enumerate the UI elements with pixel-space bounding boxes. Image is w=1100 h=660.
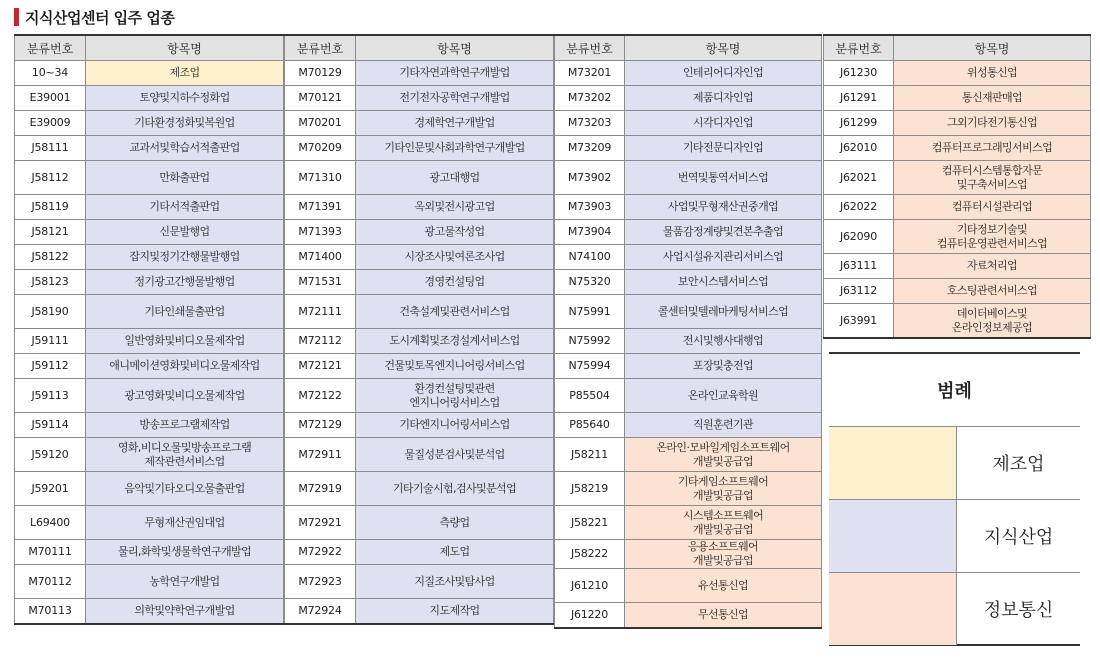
table-row xyxy=(285,61,554,86)
industry-code: M72122 xyxy=(285,379,356,413)
table-row xyxy=(285,329,554,354)
industry-name: 의학및약학연구개발업 xyxy=(86,599,284,625)
table-row xyxy=(15,472,284,506)
table-row xyxy=(285,295,554,329)
industry-code: P85640 xyxy=(555,413,625,438)
table-row xyxy=(15,86,284,111)
industry-name: 음악및기타오디오물출판업 xyxy=(86,472,284,506)
industry-name: 기타정보기술및 컴퓨터운영관련서비스업 xyxy=(894,220,1091,254)
industry-code: J59111 xyxy=(15,329,86,354)
column-header-name: 항목명 xyxy=(894,35,1091,61)
industry-code: N75320 xyxy=(555,270,625,295)
industry-name: 컴퓨터시설관리업 xyxy=(894,195,1091,220)
industry-code: N75992 xyxy=(555,329,625,354)
industry-name: 교과서및학습서적출판업 xyxy=(86,136,284,161)
legend-label-info: 정보통신 xyxy=(983,600,1054,621)
industry-code: M70209 xyxy=(285,136,356,161)
table-row xyxy=(555,354,822,379)
industry-code: M70113 xyxy=(15,599,86,625)
table-row xyxy=(15,61,284,86)
industry-name: 무형재산권임대업 xyxy=(86,506,284,540)
table-row xyxy=(15,506,284,540)
industry-name: 지질조사및탐사업 xyxy=(356,565,554,599)
table-row xyxy=(555,295,822,329)
table-row xyxy=(555,220,822,245)
industry-name: 온라인교육학원 xyxy=(625,379,822,413)
industry-name: 정기광고간행물발행업 xyxy=(86,270,284,295)
industry-code: M72112 xyxy=(285,329,356,354)
industry-name: 기타게임소프트웨어 개발및공급업 xyxy=(625,472,822,506)
table-row xyxy=(15,295,284,329)
industry-code: J58211 xyxy=(555,438,625,472)
industry-table-3 xyxy=(554,34,822,629)
industry-code: J61230 xyxy=(824,61,894,86)
table-row xyxy=(824,136,1091,161)
column-header-name: 항목명 xyxy=(356,35,554,61)
industry-name: 지도제작업 xyxy=(356,599,554,625)
industry-name: 그외기타전기통신업 xyxy=(894,111,1091,136)
industry-code: M72923 xyxy=(285,565,356,599)
industry-name: 기타자연과학연구개발업 xyxy=(356,61,554,86)
table-header-row xyxy=(15,35,284,61)
table-row xyxy=(15,354,284,379)
legend-swatch-knowledge xyxy=(829,500,957,572)
legend-item-knowledge xyxy=(829,500,1080,573)
industry-code: N75994 xyxy=(555,354,625,379)
industry-code: L69400 xyxy=(15,506,86,540)
industry-name: 환경컨설팅및관련 엔지니어링서비스업 xyxy=(356,379,554,413)
industry-table-2 xyxy=(284,34,554,625)
title-accent-bar xyxy=(14,8,19,26)
industry-name: 포장및충전업 xyxy=(625,354,822,379)
industry-code: M73903 xyxy=(555,195,625,220)
industry-name: 컴퓨터시스템통합자문 및구축서비스업 xyxy=(894,161,1091,195)
industry-code: J59120 xyxy=(15,438,86,472)
table-row xyxy=(15,136,284,161)
industry-name: 광고영화및비디오물제작업 xyxy=(86,379,284,413)
industry-name: 만화출판업 xyxy=(86,161,284,195)
industry-code: M73904 xyxy=(555,220,625,245)
table-row xyxy=(285,220,554,245)
industry-code: M72129 xyxy=(285,413,356,438)
industry-name: 컴퓨터프로그래밍서비스업 xyxy=(894,136,1091,161)
table-row xyxy=(285,136,554,161)
industry-code: J59112 xyxy=(15,354,86,379)
industry-code: J62090 xyxy=(824,220,894,254)
industry-name: 경영컨설팅업 xyxy=(356,270,554,295)
industry-code: J58119 xyxy=(15,195,86,220)
industry-name: 물질성분검사및분석업 xyxy=(356,438,554,472)
table-row xyxy=(15,245,284,270)
table-row xyxy=(555,111,822,136)
industry-name: 기타기술시험,검사및분석업 xyxy=(356,472,554,506)
industry-name: 위성통신업 xyxy=(894,61,1091,86)
industry-name: 응용소프트웨어 개발및공급업 xyxy=(625,540,822,569)
table-row xyxy=(555,472,822,506)
industry-code: J58221 xyxy=(555,506,625,540)
industry-table-4 xyxy=(823,34,1091,339)
table-row xyxy=(15,413,284,438)
table-row xyxy=(824,304,1091,339)
page-title-block xyxy=(14,6,174,28)
industry-code: J62010 xyxy=(824,136,894,161)
legend-swatch-manufacturing xyxy=(829,427,957,499)
table-row xyxy=(824,279,1091,304)
industry-name: 사업및무형재산권중개업 xyxy=(625,195,822,220)
industry-code: M72911 xyxy=(285,438,356,472)
industry-name: 건물및토목엔지니어링서비스업 xyxy=(356,354,554,379)
table-row xyxy=(285,86,554,111)
industry-code: M72921 xyxy=(285,506,356,540)
industry-code: M72924 xyxy=(285,599,356,625)
industry-table-1 xyxy=(14,34,284,625)
industry-code: J58111 xyxy=(15,136,86,161)
table-row xyxy=(285,540,554,565)
column-header-code: 분류번호 xyxy=(285,35,356,61)
industry-code: M71391 xyxy=(285,195,356,220)
industry-code: M72121 xyxy=(285,354,356,379)
industry-name: 토양및지하수정화업 xyxy=(86,86,284,111)
industry-name: 기타전문디자인업 xyxy=(625,136,822,161)
industry-code: M70111 xyxy=(15,540,86,565)
industry-name: 무선통신업 xyxy=(625,603,822,629)
table-row xyxy=(555,329,822,354)
table-row xyxy=(555,413,822,438)
table-header-row xyxy=(555,35,822,61)
industry-name: 유선통신업 xyxy=(625,569,822,603)
table-row xyxy=(285,161,554,195)
industry-code: M71531 xyxy=(285,270,356,295)
industry-name: 통신재판매업 xyxy=(894,86,1091,111)
industry-code: M72922 xyxy=(285,540,356,565)
table-row xyxy=(824,111,1091,136)
industry-code: J58219 xyxy=(555,472,625,506)
table-row xyxy=(15,220,284,245)
industry-name: 신문발행업 xyxy=(86,220,284,245)
industry-code: J63991 xyxy=(824,304,894,339)
industry-name: 광고물작성업 xyxy=(356,220,554,245)
table-row xyxy=(285,379,554,413)
table-row xyxy=(285,270,554,295)
industry-name: 물품감정계량및견본추출업 xyxy=(625,220,822,245)
industry-code: E39001 xyxy=(15,86,86,111)
table-row xyxy=(555,195,822,220)
column-header-name: 항목명 xyxy=(86,35,284,61)
industry-code: M70129 xyxy=(285,61,356,86)
legend-title: 범례 xyxy=(829,354,1080,427)
industry-code: J63112 xyxy=(824,279,894,304)
table-row xyxy=(555,61,822,86)
industry-name: 건축설계및관련서비스업 xyxy=(356,295,554,329)
industry-name: 보안시스템서비스업 xyxy=(625,270,822,295)
page-title: 지식산업센터 입주 업종 xyxy=(25,8,175,27)
table-row xyxy=(285,413,554,438)
table-row xyxy=(15,438,284,472)
table-row xyxy=(555,86,822,111)
table-row xyxy=(824,195,1091,220)
table-header-row xyxy=(824,35,1091,61)
industry-code: M73203 xyxy=(555,111,625,136)
table-row xyxy=(15,565,284,599)
industry-code: J58112 xyxy=(15,161,86,195)
industry-name: 제조업 xyxy=(86,61,284,86)
industry-name: 기타인문및사회과학연구개발업 xyxy=(356,136,554,161)
table-row xyxy=(555,506,822,540)
legend xyxy=(829,352,1080,646)
legend-item-manufacturing xyxy=(829,427,1080,500)
table-row xyxy=(824,254,1091,279)
industry-code: N75991 xyxy=(555,295,625,329)
table-row xyxy=(824,86,1091,111)
table-row xyxy=(15,599,284,625)
industry-name: 도시계획및조경설계서비스업 xyxy=(356,329,554,354)
industry-code: J61291 xyxy=(824,86,894,111)
industry-code: M70201 xyxy=(285,111,356,136)
industry-code: M71393 xyxy=(285,220,356,245)
industry-code: M73209 xyxy=(555,136,625,161)
industry-name: 직원훈련기관 xyxy=(625,413,822,438)
industry-name: 시각디자인업 xyxy=(625,111,822,136)
industry-name: 기타서적출판업 xyxy=(86,195,284,220)
table-row xyxy=(15,195,284,220)
industry-name: 자료처리업 xyxy=(894,254,1091,279)
industry-name: 호스팅관련서비스업 xyxy=(894,279,1091,304)
column-header-code: 분류번호 xyxy=(15,35,86,61)
industry-name: 물리,화학및생물학연구개발업 xyxy=(86,540,284,565)
table-row xyxy=(555,270,822,295)
industry-code: M71310 xyxy=(285,161,356,195)
industry-code: M73902 xyxy=(555,161,625,195)
industry-name: 옥외및전시광고업 xyxy=(356,195,554,220)
industry-name: 인테리어디자인업 xyxy=(625,61,822,86)
industry-name: 시장조사및여론조사업 xyxy=(356,245,554,270)
industry-name: 사업시설유지관리서비스업 xyxy=(625,245,822,270)
table-row xyxy=(555,540,822,569)
table-row xyxy=(285,438,554,472)
industry-name: 기타인쇄물출판업 xyxy=(86,295,284,329)
industry-name: 번역및통역서비스업 xyxy=(625,161,822,195)
industry-name: 제도업 xyxy=(356,540,554,565)
table-row xyxy=(555,245,822,270)
industry-code: J63111 xyxy=(824,254,894,279)
industry-name: 방송프로그램제작업 xyxy=(86,413,284,438)
industry-name: 기타엔지니어링서비스업 xyxy=(356,413,554,438)
table-row xyxy=(285,472,554,506)
industry-code: M73202 xyxy=(555,86,625,111)
industry-name: 전기전자공학연구개발업 xyxy=(356,86,554,111)
table-row xyxy=(555,379,822,413)
industry-name: 온라인·모바일게임소프트웨어 개발및공급업 xyxy=(625,438,822,472)
industry-code: J58121 xyxy=(15,220,86,245)
industry-code: J62021 xyxy=(824,161,894,195)
industry-code: J58190 xyxy=(15,295,86,329)
industry-code: J58123 xyxy=(15,270,86,295)
industry-code: N74100 xyxy=(555,245,625,270)
legend-swatch-info xyxy=(829,573,957,645)
industry-code: J59114 xyxy=(15,413,86,438)
table-row xyxy=(15,111,284,136)
industry-name: 제품디자인업 xyxy=(625,86,822,111)
table-row xyxy=(15,540,284,565)
industry-name: 시스템소프트웨어 개발및공급업 xyxy=(625,506,822,540)
industry-code: M72111 xyxy=(285,295,356,329)
industry-name: 측량업 xyxy=(356,506,554,540)
table-row xyxy=(824,161,1091,195)
industry-name: 경제학연구개발업 xyxy=(356,111,554,136)
industry-code: P85504 xyxy=(555,379,625,413)
industry-code: J58222 xyxy=(555,540,625,569)
industry-code: M70121 xyxy=(285,86,356,111)
table-header-row xyxy=(285,35,554,61)
column-header-code: 분류번호 xyxy=(824,35,894,61)
industry-name: 콜센터및텔레마케팅서비스업 xyxy=(625,295,822,329)
industry-name: 일반영화및비디오물제작업 xyxy=(86,329,284,354)
legend-label-knowledge: 지식산업 xyxy=(983,527,1054,548)
legend-label-manufacturing: 제조업 xyxy=(992,454,1045,475)
table-row xyxy=(15,379,284,413)
industry-name: 전시및행사대행업 xyxy=(625,329,822,354)
table-row xyxy=(824,220,1091,254)
table-row xyxy=(555,569,822,603)
industry-code: J59113 xyxy=(15,379,86,413)
industry-code: J58122 xyxy=(15,245,86,270)
table-row xyxy=(555,438,822,472)
column-header-code: 분류번호 xyxy=(555,35,625,61)
column-header-name: 항목명 xyxy=(625,35,822,61)
table-row xyxy=(285,565,554,599)
industry-code: J61220 xyxy=(555,603,625,629)
table-row xyxy=(555,136,822,161)
industry-name: 광고대행업 xyxy=(356,161,554,195)
table-row xyxy=(15,270,284,295)
table-row xyxy=(555,161,822,195)
table-row xyxy=(285,506,554,540)
industry-name: 데이터베이스및 온라인정보제공업 xyxy=(894,304,1091,339)
industry-name: 농학연구개발업 xyxy=(86,565,284,599)
table-row xyxy=(285,245,554,270)
industry-name: 기타환경정화및복원업 xyxy=(86,111,284,136)
industry-code: M71400 xyxy=(285,245,356,270)
industry-code: M70112 xyxy=(15,565,86,599)
industry-code: E39009 xyxy=(15,111,86,136)
industry-code: J62022 xyxy=(824,195,894,220)
table-row xyxy=(824,61,1091,86)
industry-code: J61299 xyxy=(824,111,894,136)
industry-code: M72919 xyxy=(285,472,356,506)
industry-code: M73201 xyxy=(555,61,625,86)
table-row xyxy=(285,354,554,379)
industry-name: 영화,비디오물및방송프로그램 제작관련서비스업 xyxy=(86,438,284,472)
industry-code: J59201 xyxy=(15,472,86,506)
table-row xyxy=(285,195,554,220)
table-row xyxy=(285,111,554,136)
industry-code: 10~34 xyxy=(15,61,86,86)
table-row xyxy=(285,599,554,625)
legend-item-info xyxy=(829,573,1080,645)
table-row xyxy=(15,329,284,354)
industry-name: 애니메이션영화및비디오물제작업 xyxy=(86,354,284,379)
industry-code: J61210 xyxy=(555,569,625,603)
industry-name: 잡지및정기간행물발행업 xyxy=(86,245,284,270)
table-row xyxy=(555,603,822,629)
table-row xyxy=(15,161,284,195)
